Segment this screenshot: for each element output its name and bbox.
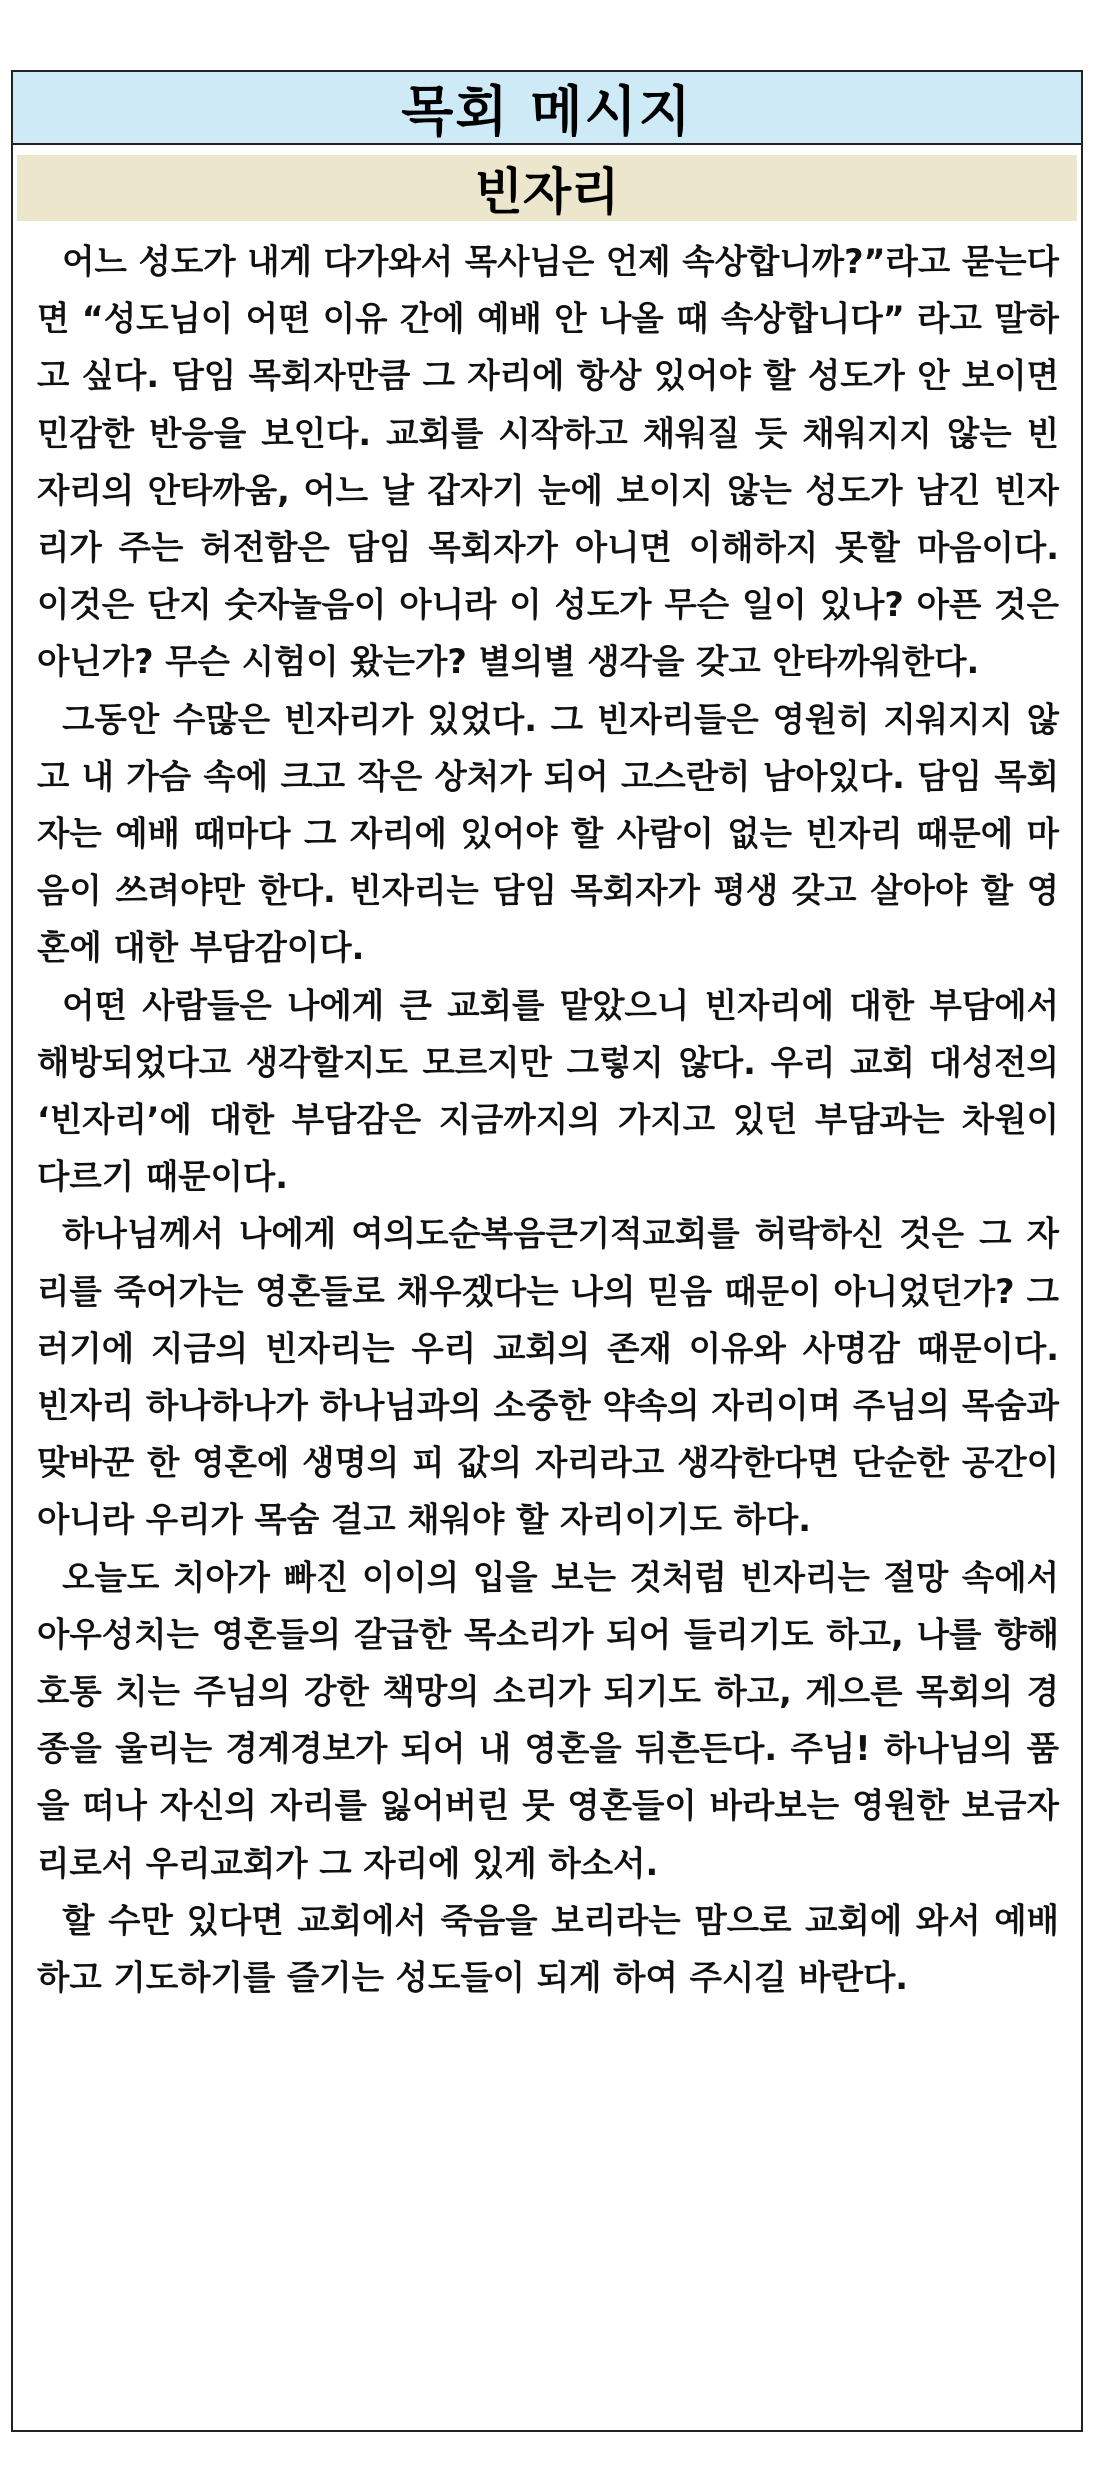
paragraph-1: 어느 성도가 내게 다가와서 목사님은 언제 속상합니까?”라고 묻는다면 “성도님이 어떤 이유 간에 예배 안 나올 때 속상합니다” 라고 말하고 싶다. 담임 목회자만큼 그 자리에 항상 있어야 할 성도가 안 보이면 민감한 반응을 보인다. 교회를 시작하고 채워질 듯 채워지지 않는 빈자리의 안타까움, 어느 날 갑자기 눈에 보이지 않는 성도가 남긴 빈자리가 주는 허전함은 담임 목회자가 아니면 이해하지 못할 마음이다. 이것은 단지 숫자놀음이 아니라 이 성도가 무슨 일이 있나? 아픈 것은 아닌가? 무슨 시험이 왔는가? 별의별 생각을 갖고 안타까워한다. bbox=[37, 242, 1059, 682]
article-title: 빈자리 bbox=[17, 155, 1077, 221]
paragraph-5: 오늘도 치아가 빠진 이이의 입을 보는 것처럼 빈자리는 절망 속에서 아우성치는 영혼들의 갈급한 목소리가 되어 들리기도 하고, 나를 향해 호통 치는 주님의 강한 책망의 소리가 되기도 하고, 게으른 목회의 경종을 울리는 경계경보가 되어 내 영혼을 뒤흔든다. 주님! 하나님의 품을 떠나 자신의 자리를 잃어버린 뭇 영혼들이 바라보는 영원한 보금자리로서 우리교회가 그 자리에 있게 하소서. bbox=[37, 1557, 1059, 1883]
article-body bbox=[13, 221, 1081, 2006]
paragraph-4: 하나님께서 나에게 여의도순복음큰기적교회를 허락하신 것은 그 자리를 죽어가는 영혼들로 채우겠다는 나의 믿음 때문이 아니었던가? 그러기에 지금의 빈자리는 우리 교회의 존재 이유와 사명감 때문이다. 빈자리 하나하나가 하나님과의 소중한 약속의 자리이며 주님의 목숨과 맞바꾼 한 영혼에 생명의 피 값의 자리라고 생각한다면 단순한 공간이 아니라 우리가 목숨 걸고 채워야 할 자리이기도 하다. bbox=[37, 1214, 1059, 1540]
paragraph-6: 할 수만 있다면 교회에서 죽음을 보리라는 맘으로 교회에 와서 예배하고 기도하기를 즐기는 성도들이 되게 하여 주시길 바란다. bbox=[37, 1900, 1059, 1998]
paragraph-3: 어떤 사람들은 나에게 큰 교회를 맡았으니 빈자리에 대한 부담에서 해방되었다고 생각할지도 모르지만 그렇지 않다. 우리 교회 대성전의 ‘빈자리’에 대한 부담감은 지금까지의 가지고 있던 부담과는 차원이 다르기 때문이다. bbox=[37, 985, 1059, 1197]
bulletin-frame bbox=[11, 70, 1083, 2432]
page-title: 목회 메시지 bbox=[13, 72, 1081, 145]
paragraph-2: 그동안 수많은 빈자리가 있었다. 그 빈자리들은 영원히 지워지지 않고 내 가슴 속에 크고 작은 상처가 되어 고스란히 남아있다. 담임 목회자는 예배 때마다 그 자리에 있어야 할 사람이 없는 빈자리 때문에 마음이 쓰려야만 한다. 빈자리는 담임 목회자가 평생 갖고 살아야 할 영혼에 대한 부담감이다. bbox=[37, 699, 1059, 968]
